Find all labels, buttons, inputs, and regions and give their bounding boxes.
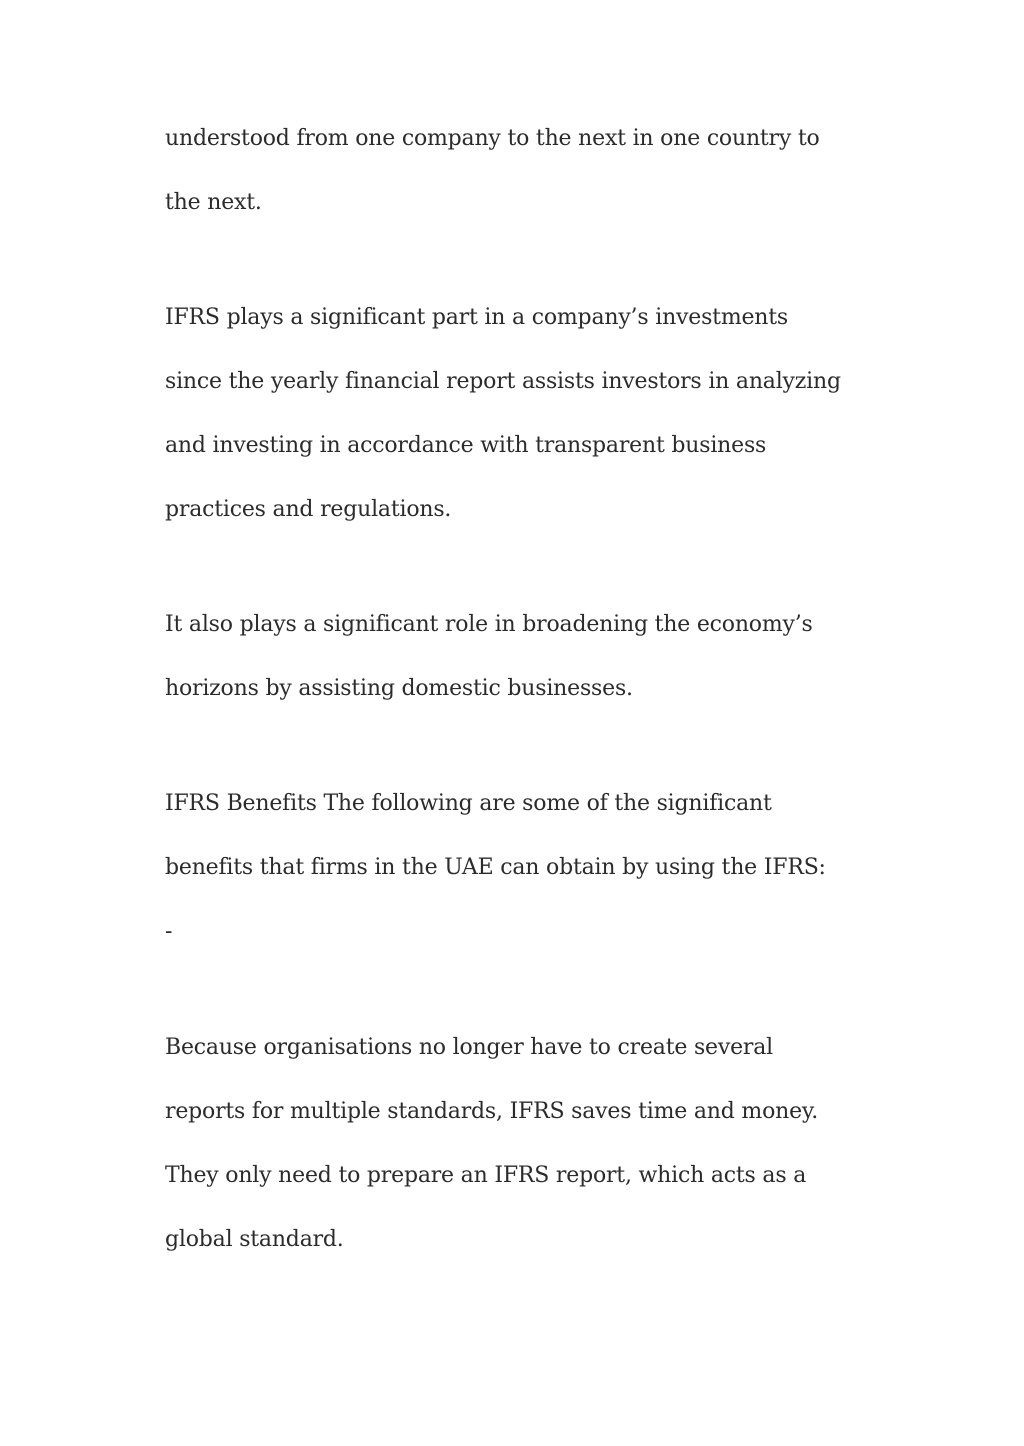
list-dash: - — [165, 919, 173, 944]
paragraph-comparability — [165, 107, 820, 235]
text-line: understood from one company to the next in one country to — [165, 126, 820, 151]
paragraph-time-savings — [165, 1016, 818, 1272]
text-line: reports for multiple standards, IFRS saves time and money. — [165, 1099, 818, 1124]
text-line: It also plays a significant role in broadening the economy’s — [165, 612, 813, 637]
text-line: Because organisations no longer have to create several — [165, 1035, 773, 1060]
text-line: IFRS plays a significant part in a company’s investments — [165, 305, 788, 330]
text-line: They only need to prepare an IFRS report, which acts as a — [165, 1163, 807, 1188]
paragraph-benefits-intro — [165, 772, 826, 964]
text-line: since the yearly financial report assists investors in analyzing — [165, 369, 841, 394]
paragraph-economy — [165, 593, 813, 721]
text-line: benefits that firms in the UAE can obtain by using the IFRS: — [165, 855, 826, 880]
text-line: IFRS Benefits The following are some of the significant — [165, 791, 772, 816]
paragraph-investments — [165, 286, 841, 542]
text-line: the next. — [165, 190, 262, 215]
text-line: horizons by assisting domestic businesses. — [165, 676, 633, 701]
text-line: global standard. — [165, 1227, 344, 1252]
text-line: practices and regulations. — [165, 497, 452, 522]
text-line: and investing in accordance with transparent business — [165, 433, 767, 458]
